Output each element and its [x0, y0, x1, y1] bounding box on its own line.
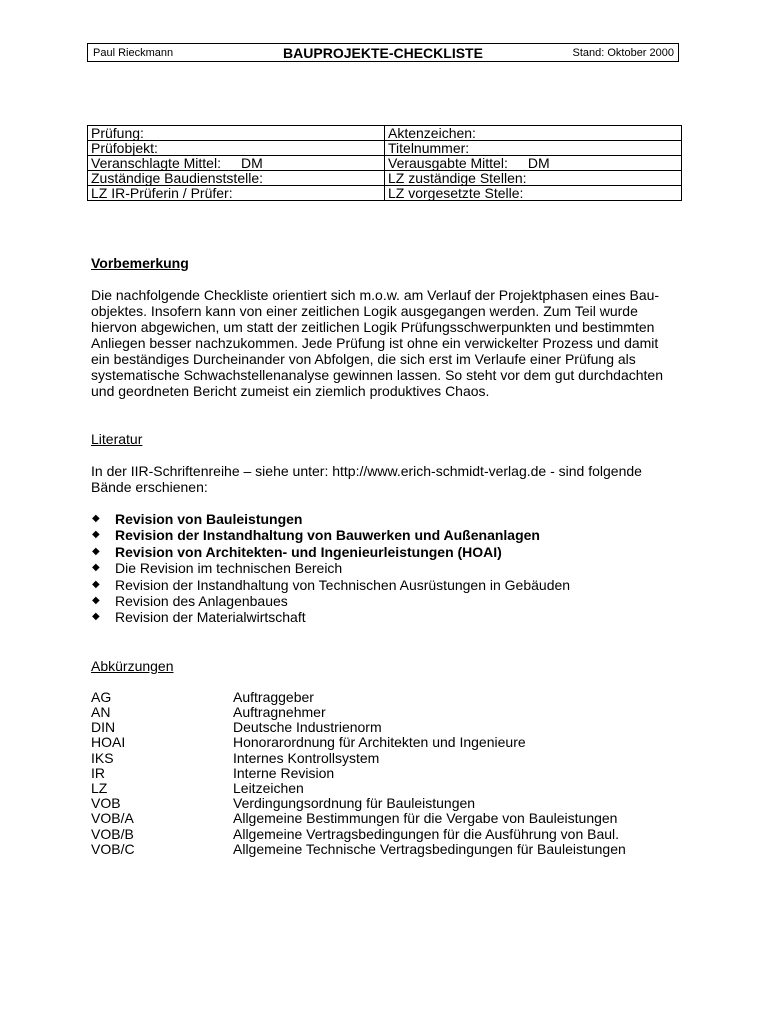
abbreviation-row — [91, 827, 626, 842]
info-label: Titelnummer: — [388, 140, 470, 156]
abbreviation-meaning: Deutsche Industrienorm — [233, 719, 382, 736]
paragraph-line: Anliegen besser nachzukommen. Jede Prüfung ist ohne ein verwickelter Prozess und damit — [91, 335, 659, 351]
abbreviation: AN — [91, 704, 111, 721]
info-label: Prüfobjekt: — [91, 140, 158, 156]
info-cell — [385, 126, 682, 141]
abbreviation-meaning: Allgemeine Bestimmungen für die Vergabe von Bauleistungen — [233, 810, 618, 827]
info-row — [88, 156, 682, 171]
abbreviation-row — [91, 735, 626, 750]
info-cell — [385, 171, 682, 186]
abbreviation: VOB/A — [91, 810, 134, 827]
abbreviation: HOAI — [91, 734, 126, 751]
info-label: Prüfung: — [91, 125, 144, 141]
diamond-bullet-icon: ◆ — [92, 513, 100, 524]
info-cell — [88, 141, 385, 156]
abbreviation-meaning: Verdingungsordnung für Bauleistungen — [233, 795, 476, 812]
diamond-bullet-icon: ◆ — [92, 578, 100, 590]
header-date: Stand: Oktober 2000 — [572, 47, 674, 59]
abbreviation-row — [91, 751, 626, 766]
info-label: Veranschlagte Mittel: — [91, 155, 221, 171]
info-label: LZ vorgesetzte Stelle: — [388, 185, 524, 201]
info-cell — [385, 186, 682, 201]
abbreviation-meaning: Internes Kontrollsystem — [233, 749, 380, 766]
info-label: Aktenzeichen: — [388, 125, 476, 141]
paragraph-line: objektes. Insofern kann von einer zeitlichen Logik ausgegangen werden. Zum Teil wurde — [91, 303, 638, 319]
info-cell — [88, 186, 385, 201]
abbreviation-table — [91, 690, 626, 857]
abbreviation-row — [91, 811, 626, 826]
info-cell — [385, 156, 682, 171]
abbreviation-row — [91, 766, 626, 781]
abbreviation-row — [91, 796, 626, 811]
info-value: DM — [240, 155, 263, 171]
list-item: ◆ Revision der Materialwirtschaft — [92, 609, 306, 626]
info-cell — [385, 141, 682, 156]
diamond-bullet-icon: ◆ — [92, 529, 100, 541]
header-author: Paul Rieckmann — [93, 47, 174, 59]
info-label: Verausgabte Mittel: — [388, 155, 508, 171]
list-item: ◆ Revision von Architekten- und Ingenieurleistungen (HOAI) — [92, 543, 502, 560]
diamond-bullet-icon: ◆ — [92, 562, 100, 574]
list-item: ◆ Die Revision im technischen Bereich — [92, 560, 343, 577]
literatur-intro — [91, 463, 691, 495]
info-cell — [88, 126, 385, 141]
paragraph-line: und geordneten Bericht zumeist ein ziemlich produktives Chaos. — [91, 383, 490, 399]
abbreviation: VOB — [91, 795, 121, 812]
info-label: LZ zuständige Stellen: — [388, 170, 527, 186]
info-label: LZ IR-Prüferin / Prüfer: — [91, 185, 233, 201]
literature-list — [91, 511, 691, 626]
abbreviation: IR — [91, 764, 105, 781]
info-value: DM — [527, 155, 550, 171]
list-item: ◆ Revision von Bauleistungen — [92, 511, 303, 527]
page-header — [87, 43, 679, 62]
abbreviation: VOB/B — [91, 825, 134, 842]
paragraph-line: Die nachfolgende Checkliste orientiert sich m.o.w. am Verlauf der Projektphasen eines Bau- — [91, 287, 660, 303]
abbreviation-meaning: Allgemeine Technische Vertragsbedingungen für Bauleistungen — [233, 840, 626, 857]
paragraph-line: systematische Schwachstellenanalyse gewinnen lassen. So steht vor dem gut durchdachten — [91, 367, 663, 383]
info-row — [88, 141, 682, 156]
abbreviation: DIN — [91, 719, 116, 736]
abbreviation-meaning: Auftraggeber — [233, 688, 314, 705]
audit-info-table — [87, 125, 682, 201]
section-heading-literatur: Literatur — [91, 431, 143, 447]
paragraph-line: Bände erschienen: — [91, 479, 208, 495]
abbreviation-meaning: Honorarordnung für Architekten und Ingenieure — [233, 734, 526, 751]
abbreviation: LZ — [91, 780, 108, 797]
abbreviation-row — [91, 842, 626, 857]
abbreviation-row — [91, 720, 626, 735]
info-label: Zuständige Baudienststelle: — [91, 170, 263, 186]
list-item: ◆ Revision der Instandhaltung von Technischen Ausrüstungen in Gebäuden — [92, 576, 571, 593]
info-row — [88, 171, 682, 186]
paragraph-line: In der IIR-Schriftenreihe – siehe unter: http://www.erich-schmidt-verlag.de - sind folgende — [91, 463, 642, 479]
abbreviation-row — [91, 705, 626, 720]
section-heading-abkuerzungen: Abkürzungen — [91, 657, 174, 674]
diamond-bullet-icon: ◆ — [92, 595, 100, 607]
list-item: ◆ Revision des Anlagenbaues — [92, 593, 288, 610]
abbreviation: IKS — [91, 749, 114, 766]
info-row — [88, 186, 682, 201]
abbreviation-row — [91, 781, 626, 796]
abbreviation-meaning: Allgemeine Vertragsbedingungen für die Ausführung von Baul. — [233, 825, 620, 842]
info-cell — [88, 171, 385, 186]
paragraph-line: ein beständiges Durcheinander von Abfolgen, die sich erst im Verlaufe einer Prüfung als — [91, 351, 636, 367]
abbreviation: VOB/C — [91, 840, 135, 857]
abbreviation-meaning: Interne Revision — [233, 764, 335, 781]
document-title: BAUPROJEKTE-CHECKLISTE — [283, 45, 483, 61]
section-heading-vorbemerkung: Vorbemerkung — [91, 255, 189, 271]
document-body — [91, 255, 691, 857]
abbreviation-row — [91, 690, 626, 705]
abbreviation: AG — [91, 688, 112, 705]
abbreviation-meaning: Leitzeichen — [233, 780, 304, 797]
abbreviation-meaning: Auftragnehmer — [233, 704, 326, 721]
diamond-bullet-icon: ◆ — [92, 611, 100, 623]
vorbemerkung-paragraph — [91, 287, 691, 399]
diamond-bullet-icon: ◆ — [92, 545, 100, 557]
info-cell — [88, 156, 385, 171]
info-row — [88, 126, 682, 141]
list-item: ◆ Revision der Instandhaltung von Bauwerken und Außenanlagen — [92, 527, 540, 544]
paragraph-line: hiervon abgewichen, um statt der zeitlichen Logik Prüfungsschwerpunkten und bestimmten — [91, 319, 655, 335]
